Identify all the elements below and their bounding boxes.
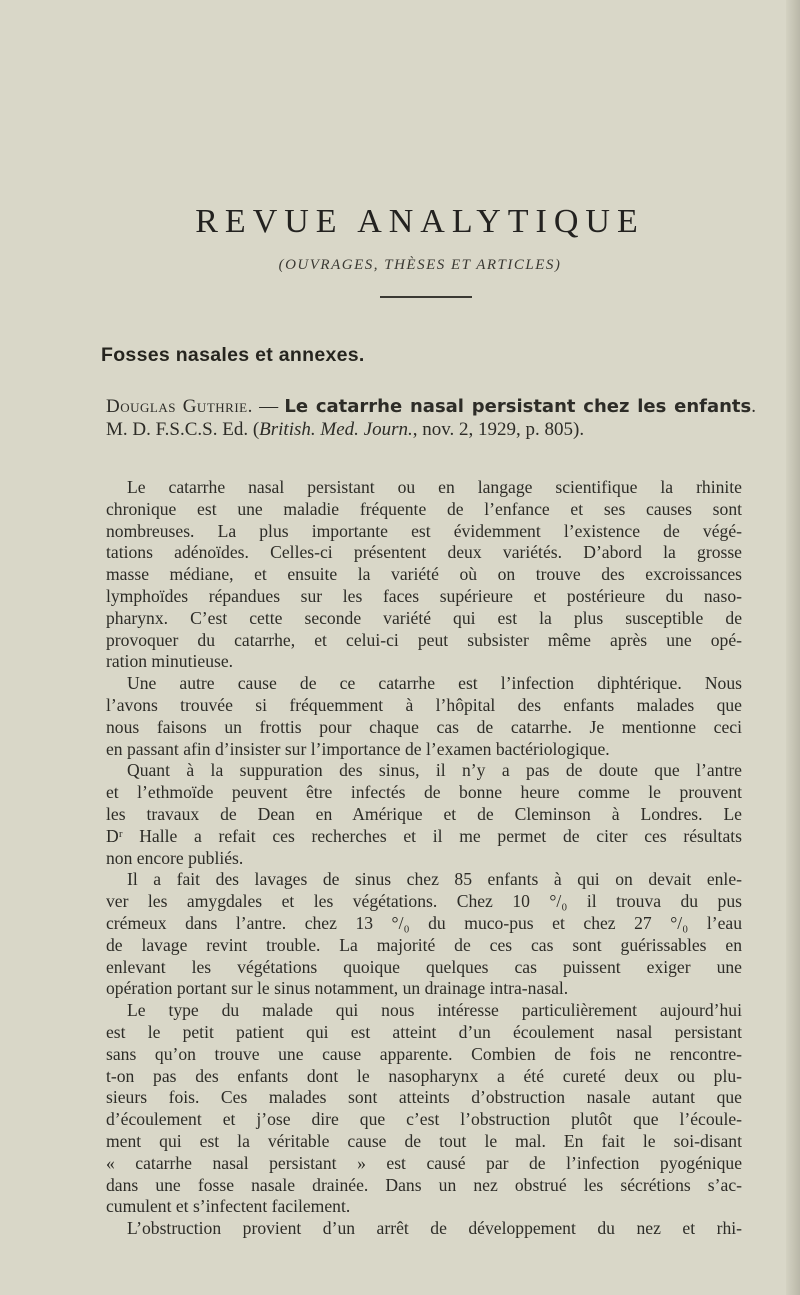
body-line: les travaux de Dean en Amérique et de Cleminson à Londres. Le <box>106 803 742 824</box>
body-line: Quant à la suppuration des sinus, il n’y a pas de doute que l’antre <box>127 760 742 781</box>
body-line: dans une fosse nasale drainée. Dans un nez obstrué les sécrétions s’ac- <box>106 1174 742 1195</box>
body-line: ration minutieuse. <box>106 651 234 672</box>
body-line: nous faisons un frottis pour chaque cas de catarrhe. Je mentionne ceci <box>106 716 742 737</box>
body-line: sans qu’on trouve une cause apparente. Combien de fois ne rencontre- <box>106 1043 742 1064</box>
body-line: L’obstruction provient d’un arrêt de développement du nez et rhi- <box>127 1218 742 1239</box>
article-body <box>106 477 742 1240</box>
body-line: crémeux dans l’antre. chez 13 °/₀ du muco-pus et chez 27 °/₀ l’eau <box>106 912 742 933</box>
reference-date-page: , nov. 2, 1929, p. 805). <box>412 419 585 440</box>
body-line: Le type du malade qui nous intéresse particulièrement aujourd’hui <box>127 1000 742 1021</box>
body-line: Dʳ Halle a refait ces recherches et il me permet de citer ces résultats <box>106 825 742 846</box>
body-line: lymphoïdes répandues sur les faces supérieure et postérieure du naso- <box>106 585 742 606</box>
body-line: ver les amygdales et les végétations. Chez 10 °/₀ il trouva du pus <box>106 891 742 912</box>
body-line: t-on pas des enfants dont le nasopharynx a été cureté deux ou plu- <box>106 1065 742 1086</box>
section-heading: Fosses nasales et annexes. <box>101 344 365 366</box>
body-line: d’écoulement et j’ose dire que c’est l’obstruction plutôt que l’écoule- <box>106 1109 742 1130</box>
reference-title: Le catarrhe nasal persistant chez les enfants <box>284 396 752 417</box>
body-line: provoquer du catarrhe, et celui-ci peut subsister même après une opé- <box>106 629 742 650</box>
page-subtitle: (OUVRAGES, THÈSES ET ARTICLES) <box>278 257 562 273</box>
body-line: opération portant sur le sinus notamment, un drainage intra-nasal. <box>106 978 569 999</box>
reference-dash: — <box>252 396 285 417</box>
body-line: nombreuses. La plus importante est évidemment l’existence de végé- <box>106 520 742 541</box>
body-line: l’avons trouvée si fréquemment à l’hôpital des enfants malades que <box>106 694 742 715</box>
body-line: « catarrhe nasal persistant » est causé par de l’infection pyogénique <box>106 1152 742 1173</box>
body-line: Une autre cause de ce catarrhe est l’infection diphtérique. Nous <box>127 673 742 694</box>
body-line: cumulent et s’infectent facilement. <box>106 1196 351 1217</box>
body-line: pharynx. C’est cette seconde variété qui est la plus susceptible de <box>106 607 742 628</box>
body-line: Le catarrhe nasal persistant ou en langage scientifique la rhinite <box>127 477 742 497</box>
body-line: non encore publiés. <box>106 847 244 868</box>
body-line: en passant afin d’insister sur l’importance de l’examen bactériologique. <box>106 738 610 759</box>
page-title: REVUE ANALYTIQUE <box>195 203 645 240</box>
reference-journal: British. Med. Journ. <box>259 419 413 440</box>
body-line: et l’ethmoïde peuvent être infectés de bonne heure comme le prouvent <box>106 782 742 803</box>
reference-author: Douglas Guthrie. <box>106 396 253 417</box>
body-line: de lavage revint trouble. La majorité de ces cas sont guérissables en <box>106 934 742 955</box>
body-line: sieurs fois. Ces malades sont atteints d’obstruction nasale autant que <box>106 1087 742 1108</box>
article-reference <box>106 395 756 441</box>
page-edge-shadow <box>786 0 800 1295</box>
body-line: masse médiane, et ensuite la variété où on trouve des excroissances <box>106 564 742 585</box>
title-divider <box>380 296 472 298</box>
body-line: chronique est une maladie fréquente de l’enfance et ses causes sont <box>106 498 742 519</box>
body-line: est le petit patient qui est atteint d’un écoulement nasal persistant <box>106 1021 742 1042</box>
body-line: Il a fait des lavages de sinus chez 85 enfants à qui on devait enle- <box>127 869 742 890</box>
body-line: enlevant les végétations quoique quelques cas puissent exiger une <box>106 956 742 977</box>
reference-details: . M. D. F.S.C.S. Ed. ( <box>106 396 756 440</box>
body-line: tations adénoïdes. Celles-ci présentent deux variétés. D’abord la grosse <box>106 542 742 563</box>
body-line: ment qui est la véritable cause de tout le mal. En fait le soi-disant <box>106 1130 742 1151</box>
